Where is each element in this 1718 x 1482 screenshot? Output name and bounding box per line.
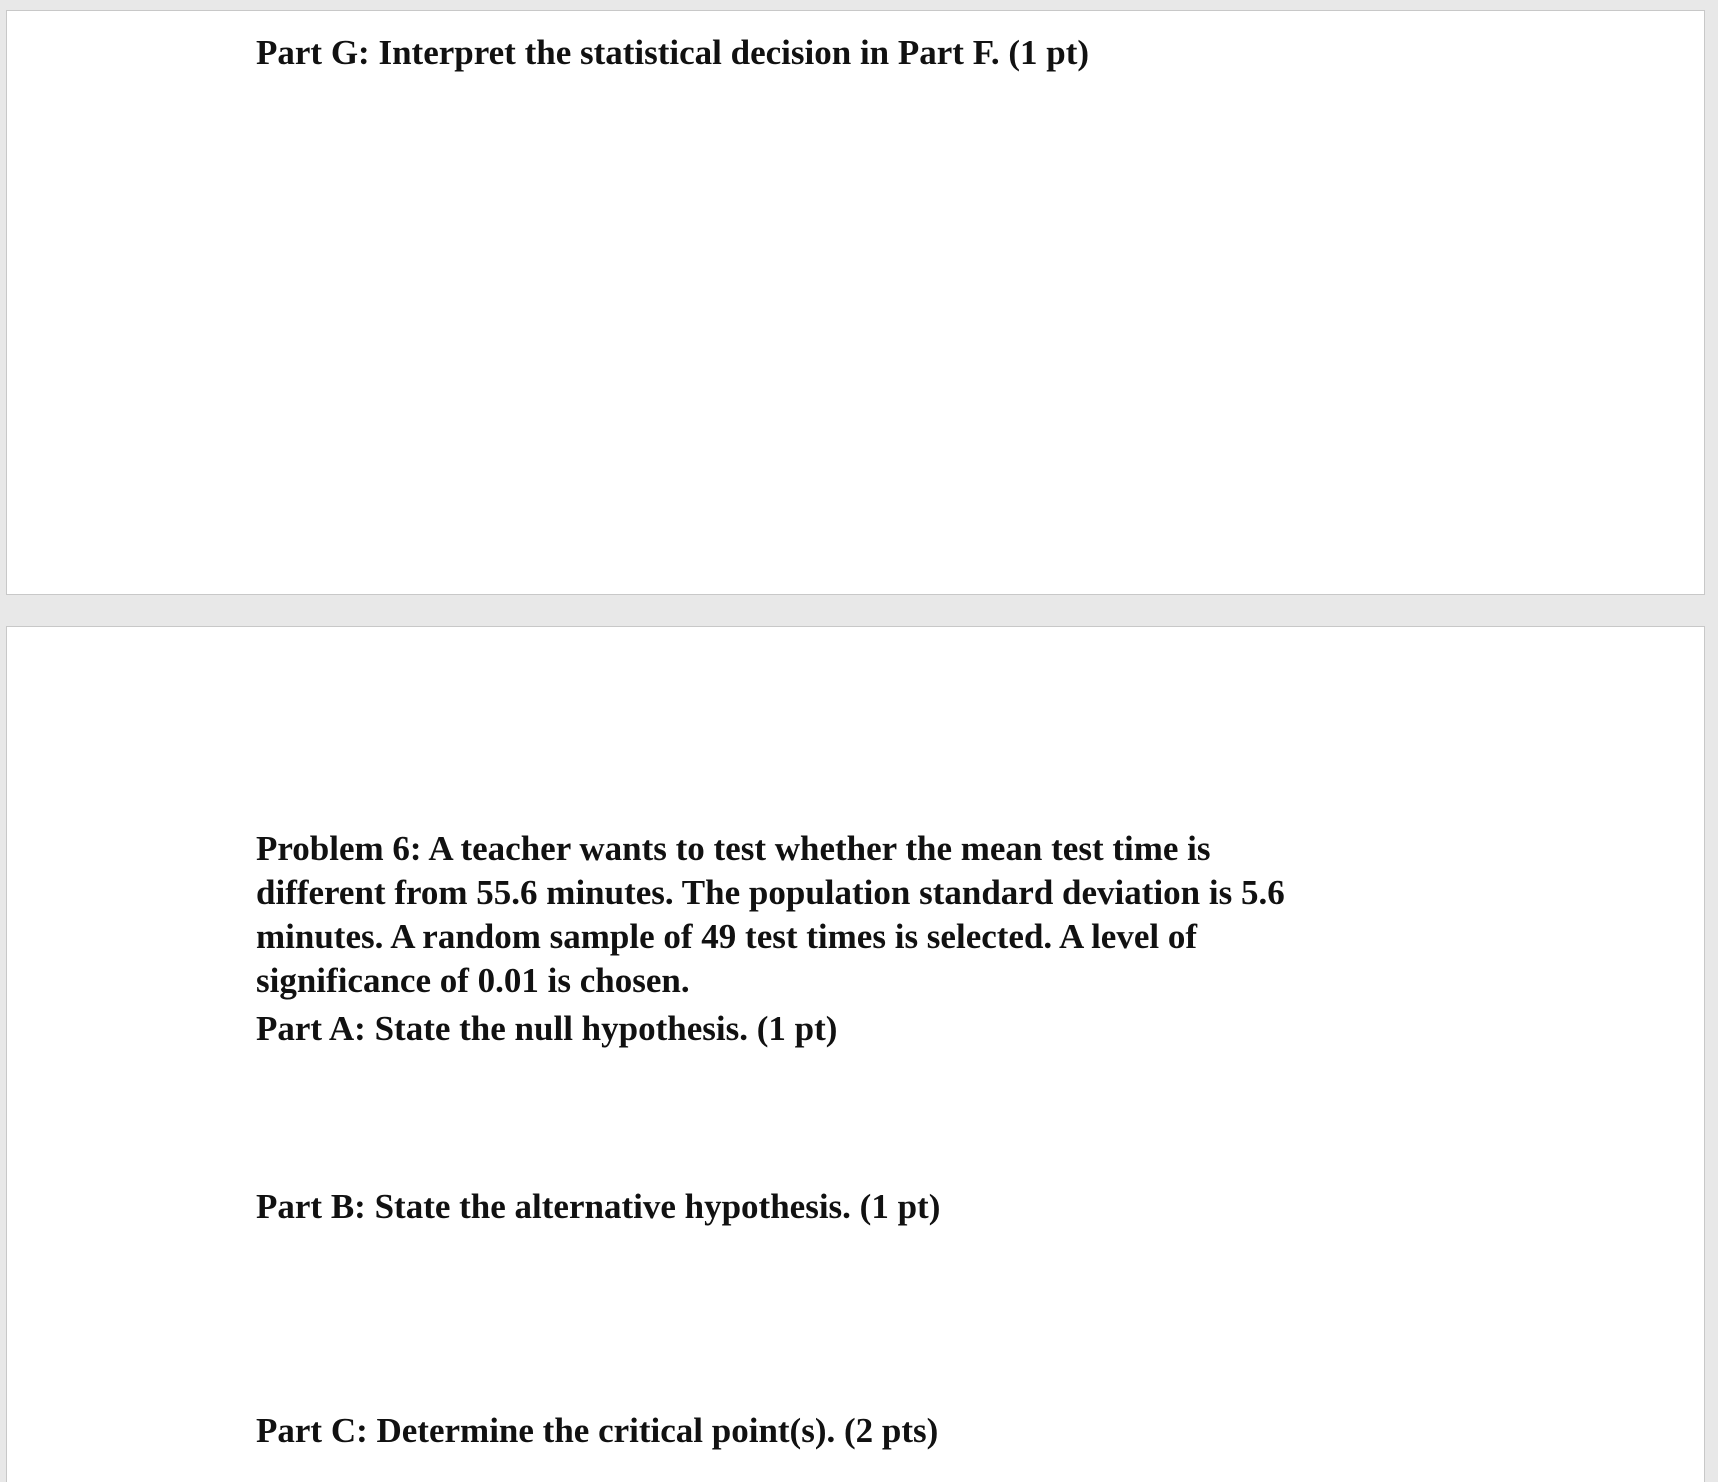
problem-6-statement [256, 827, 1456, 1003]
problem-6-line: different from 55.6 minutes. The population standard deviation is 5.6 [256, 873, 1285, 912]
problem-6-line: significance of 0.01 is chosen. [256, 961, 690, 1000]
part-g-question: Part G: Interpret the statistical decision in Part F. (1 pt) [256, 33, 1090, 72]
problem-6-line: Problem 6: A teacher wants to test whether the mean test time is [256, 829, 1211, 868]
part-a-question: Part A: State the null hypothesis. (1 pt) [256, 1009, 838, 1048]
part-b-question: Part B: State the alternative hypothesis. (1 pt) [256, 1187, 941, 1226]
document-page [6, 626, 1705, 1482]
part-c-question: Part C: Determine the critical point(s). (2 pts) [256, 1411, 939, 1450]
document-page [6, 10, 1705, 595]
problem-6-line: minutes. A random sample of 49 test times is selected. A level of [256, 917, 1198, 956]
